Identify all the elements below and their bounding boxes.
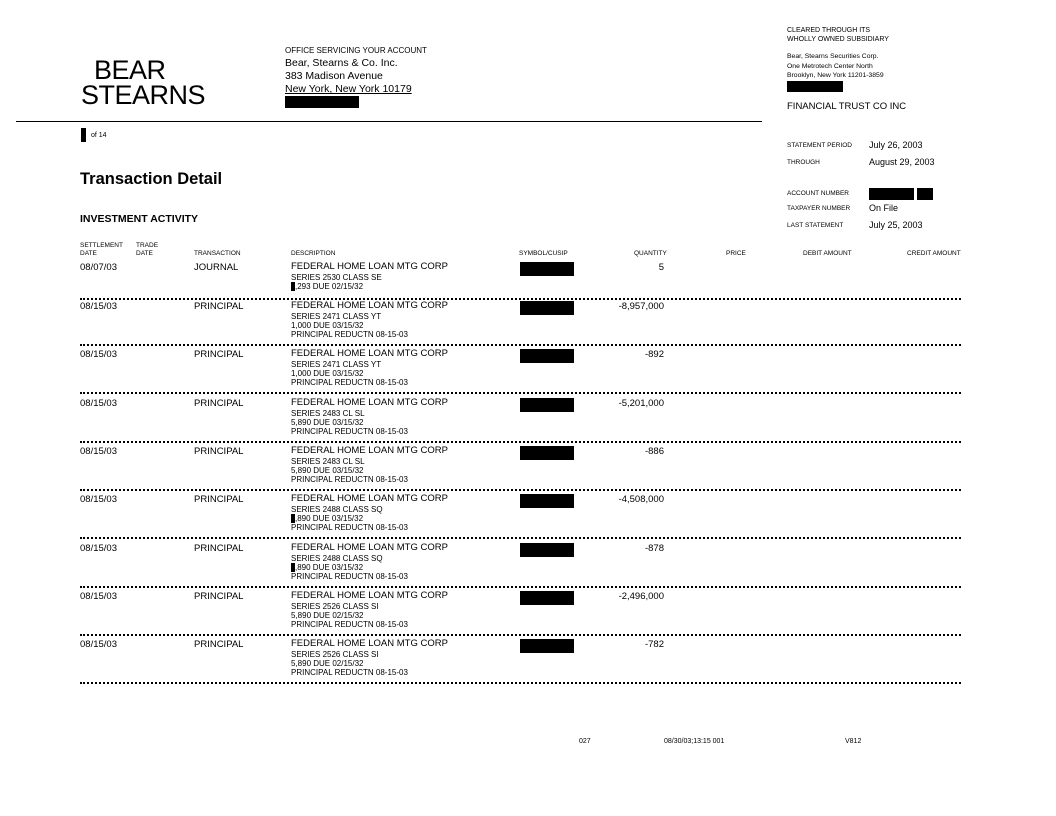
row-separator [80, 537, 961, 539]
client-name: FINANCIAL TRUST CO INC [787, 101, 907, 112]
through-label: THROUGH [787, 159, 820, 166]
description-line: PRINCIPAL REDUCTN 08-15-03 [291, 378, 408, 387]
transaction-type: PRINCIPAL [194, 494, 244, 505]
description-line: ,890 DUE 03/15/32 [295, 563, 364, 572]
settlement-date: 08/15/03 [80, 301, 117, 312]
table-row [80, 591, 961, 636]
description-line: SERIES 2483 CL SL [291, 457, 365, 466]
description-line: FEDERAL HOME LOAN MTG CORP [291, 638, 448, 649]
description-line: FEDERAL HOME LOAN MTG CORP [291, 445, 448, 456]
quantity: -2,496,000 [618, 591, 664, 602]
footer-version: V812 [845, 738, 862, 745]
transaction-type: PRINCIPAL [194, 446, 244, 457]
row-separator [80, 441, 961, 443]
description-line: PRINCIPAL REDUCTN 08-15-03 [291, 620, 408, 629]
table-row [80, 446, 961, 491]
settlement-date: 08/15/03 [80, 446, 117, 457]
office-address [285, 44, 427, 112]
header-settlement-date: SETTLEMENT DATE [80, 242, 123, 257]
footer-code: 027 [579, 738, 591, 745]
clearing-header [787, 26, 889, 44]
quantity: -8,957,000 [618, 301, 664, 312]
description-line: SERIES 2526 CLASS SI [291, 602, 379, 611]
header-trade-date: TRADE DATE [136, 242, 159, 257]
taxpayer-label: TAXPAYER NUMBER [787, 205, 851, 212]
header-transaction: TRANSACTION [194, 250, 241, 257]
description-line: SERIES 2471 CLASS YT [291, 312, 382, 321]
row-separator [80, 344, 961, 346]
description-line: FEDERAL HOME LOAN MTG CORP [291, 493, 448, 504]
description-line: SERIES 2488 CLASS SQ [291, 505, 383, 514]
settlement-date: 08/15/03 [80, 349, 117, 360]
settlement-date: 08/15/03 [80, 398, 117, 409]
period-value: July 26, 2003 [869, 140, 923, 150]
description-line: PRINCIPAL REDUCTN 08-15-03 [291, 668, 408, 677]
description-line: FEDERAL HOME LOAN MTG CORP [291, 590, 448, 601]
table-row [80, 398, 961, 443]
redaction-box [787, 81, 843, 92]
header-quantity: QUANTITY [634, 250, 667, 257]
row-separator [80, 392, 961, 394]
description-line: ,293 DUE 02/15/32 [295, 282, 364, 291]
period-label: STATEMENT PERIOD [787, 142, 853, 149]
header-symbol: SYMBOL/CUSIP [519, 250, 568, 257]
account-label: ACCOUNT NUMBER [787, 190, 849, 197]
table-row [80, 262, 961, 300]
description-line: FEDERAL HOME LOAN MTG CORP [291, 261, 448, 272]
description-line: 1,000 DUE 03/15/32 [291, 321, 364, 330]
logo-line-1: BEAR [94, 55, 166, 85]
description-line: SERIES 2483 CL SL [291, 409, 365, 418]
quantity: -892 [644, 349, 664, 360]
transaction-type: PRINCIPAL [194, 591, 244, 602]
settlement-date: 08/15/03 [80, 639, 117, 650]
header-price: PRICE [726, 250, 746, 257]
header-credit: CREDIT AMOUNT [907, 250, 961, 257]
settlement-date: 08/07/03 [80, 262, 117, 273]
description-line: 5,890 DUE 02/15/32 [291, 659, 364, 668]
clearing-address [787, 52, 884, 95]
row-separator [80, 682, 961, 684]
bear-stearns-logo [81, 55, 206, 110]
transaction-type: JOURNAL [194, 262, 239, 273]
description-line: SERIES 2530 CLASS SE [291, 273, 382, 282]
description-line: FEDERAL HOME LOAN MTG CORP [291, 397, 448, 408]
clearing-address-2: Brooklyn, New York 11201-3859 [787, 72, 884, 79]
page-of: of 14 [91, 131, 107, 139]
row-separator [80, 586, 961, 588]
description-line: PRINCIPAL REDUCTN 08-15-03 [291, 572, 408, 581]
redaction-box [81, 128, 86, 142]
description-line: 5,890 DUE 03/15/32 [291, 466, 364, 475]
office-label: OFFICE SERVICING YOUR ACCOUNT [285, 46, 427, 55]
clearing-line-1: CLEARED THROUGH ITS [787, 27, 871, 34]
description-line: SERIES 2488 CLASS SQ [291, 554, 383, 563]
description-line: SERIES 2526 CLASS SI [291, 650, 379, 659]
header-description: DESCRIPTION [291, 250, 336, 257]
settlement-date: 08/15/03 [80, 543, 117, 554]
description-line: PRINCIPAL REDUCTN 08-15-03 [291, 475, 408, 484]
table-row [80, 494, 961, 539]
table-row [80, 639, 961, 684]
description-line: 5,890 DUE 02/15/32 [291, 611, 364, 620]
page-title: Transaction Detail [80, 170, 223, 188]
description-line: FEDERAL HOME LOAN MTG CORP [291, 348, 448, 359]
last-statement-label: LAST STATEMENT [787, 222, 844, 229]
office-street: 383 Madison Avenue [285, 70, 383, 82]
description-line: ,890 DUE 03/15/32 [295, 514, 364, 523]
description-line: FEDERAL HOME LOAN MTG CORP [291, 542, 448, 553]
clearing-address-1: One Metrotech Center North [787, 62, 873, 70]
row-separator [80, 489, 961, 491]
quantity: -878 [644, 543, 664, 554]
transaction-type: PRINCIPAL [194, 543, 244, 554]
last-statement-value: July 25, 2003 [869, 220, 923, 230]
header-debit: DEBIT AMOUNT [803, 250, 852, 257]
taxpayer-value: On File [869, 203, 899, 213]
footer-timestamp: 08/30/03;13:15 001 [664, 738, 725, 745]
table-row [80, 301, 961, 346]
description-line: SERIES 2471 CLASS YT [291, 360, 382, 369]
quantity: -886 [644, 446, 664, 457]
table-row [80, 543, 961, 588]
description-line: PRINCIPAL REDUCTN 08-15-03 [291, 427, 408, 436]
clearing-line-2: WHOLLY OWNED SUBSIDIARY [787, 36, 889, 43]
page-indicator [81, 128, 107, 142]
description-line: FEDERAL HOME LOAN MTG CORP [291, 300, 448, 311]
office-name: Bear, Stearns & Co. Inc. [285, 57, 398, 69]
description-line: 1,000 DUE 03/15/32 [291, 369, 364, 378]
quantity: 5 [658, 262, 664, 273]
settlement-date: 08/15/03 [80, 591, 117, 602]
logo-line-2: STEARNS [81, 80, 206, 110]
redaction-box [285, 96, 359, 108]
table-row [80, 349, 961, 394]
office-city: New York, New York 10179 [285, 83, 412, 95]
transaction-type: PRINCIPAL [194, 349, 244, 360]
description-line: PRINCIPAL REDUCTN 08-15-03 [291, 523, 408, 532]
description-line: 5,890 DUE 03/15/32 [291, 418, 364, 427]
transaction-type: PRINCIPAL [194, 398, 244, 409]
quantity: -782 [644, 639, 664, 650]
clearing-name: Bear, Stearns Securities Corp. [787, 53, 879, 60]
row-separator [80, 634, 961, 636]
settlement-date: 08/15/03 [80, 494, 117, 505]
row-separator [80, 298, 961, 300]
section-heading: INVESTMENT ACTIVITY [80, 213, 199, 225]
through-value: August 29, 2003 [869, 157, 935, 167]
description-line: PRINCIPAL REDUCTN 08-15-03 [291, 330, 408, 339]
transaction-type: PRINCIPAL [194, 301, 244, 312]
quantity: -4,508,000 [618, 494, 664, 505]
transaction-type: PRINCIPAL [194, 639, 244, 650]
quantity: -5,201,000 [618, 398, 664, 409]
header-divider [16, 121, 762, 122]
